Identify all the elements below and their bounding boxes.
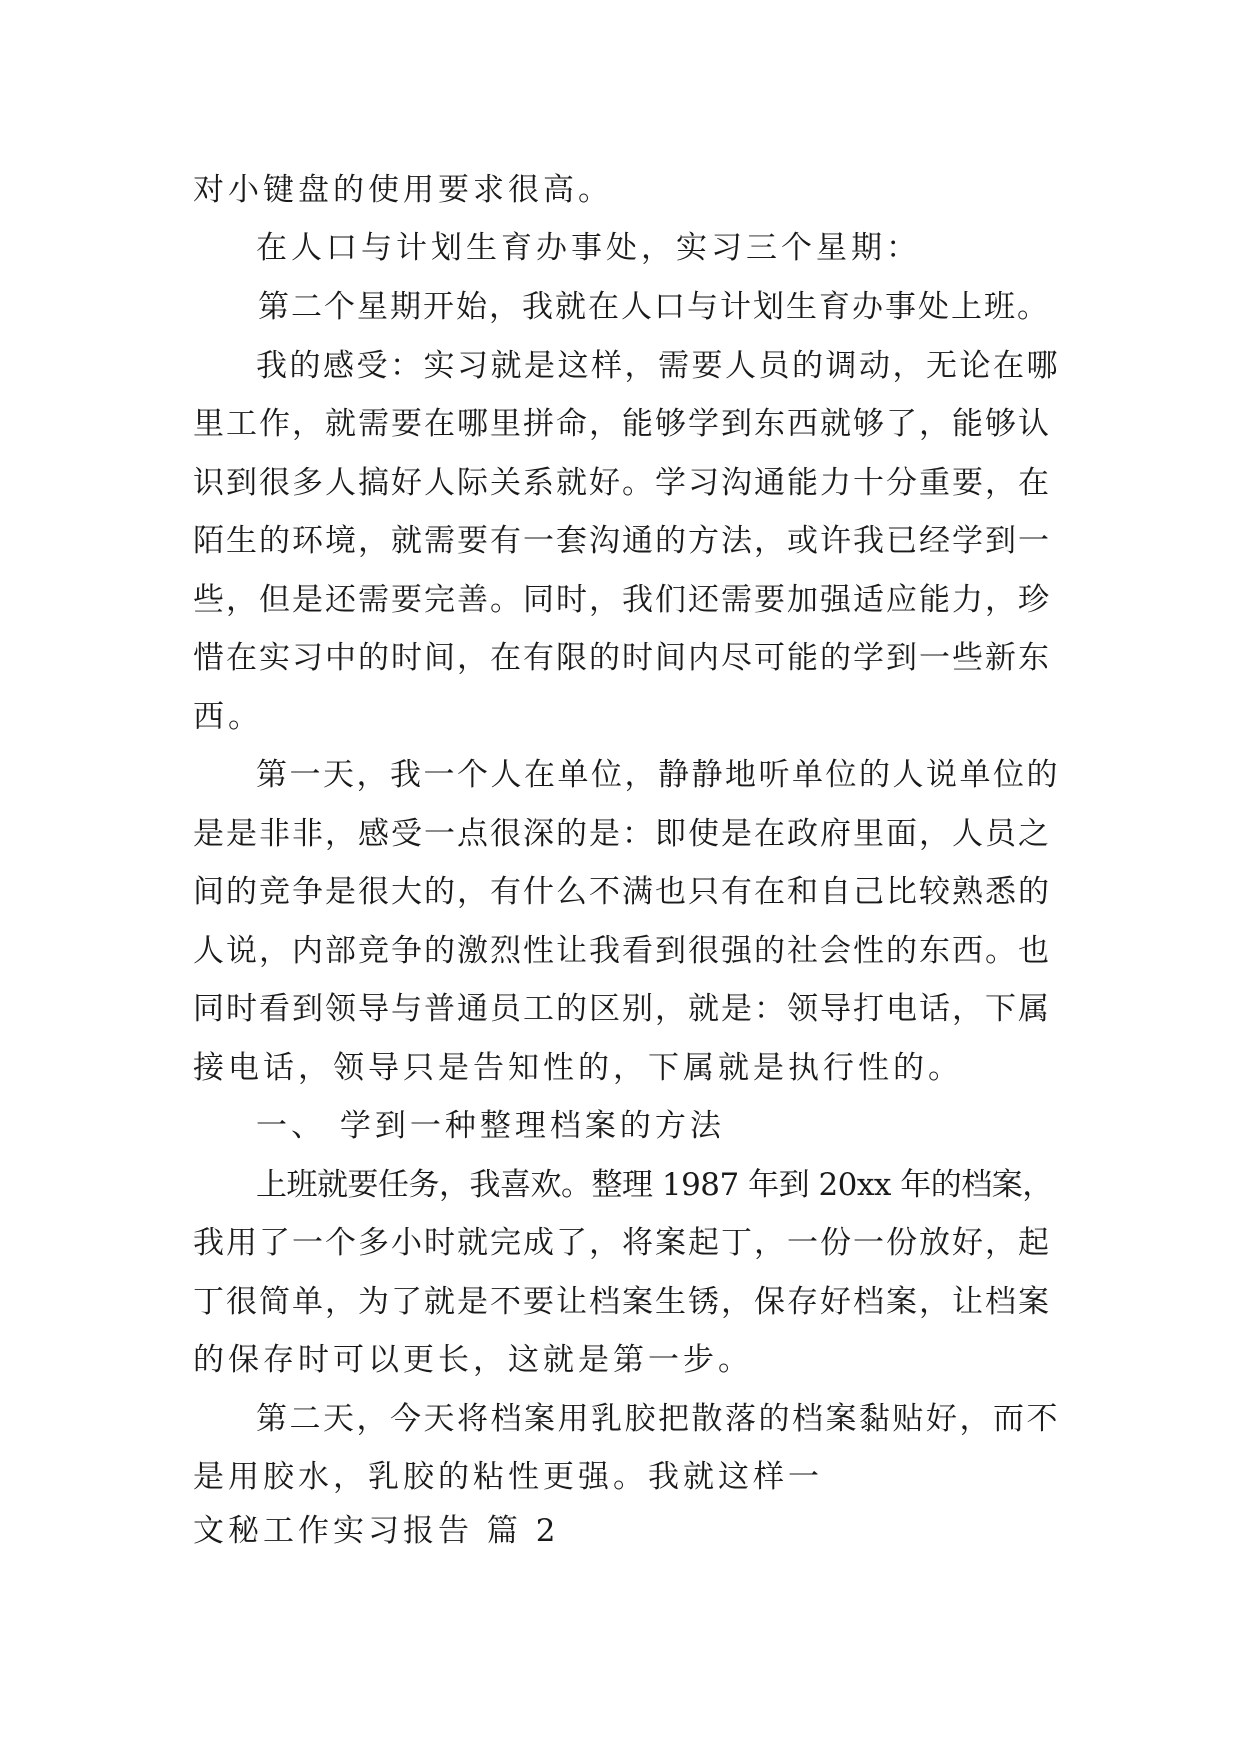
text-line: 上班就要任务，我喜欢。整理 1987 年到 20xx 年的档案， [256, 1167, 1053, 1203]
text-line: 西。 [193, 699, 263, 735]
text-line: 第一天，我一个人在单位，静静地听单位的人说单位的 [256, 757, 1060, 793]
text-line: 惜在实习中的时间，在有限的时间内尽可能的学到一些新东 [193, 640, 1051, 676]
text-line: 第二天，今天将档案用乳胶把散落的档案黏贴好，而不 [256, 1401, 1060, 1437]
text-line: 识到很多人搞好人际关系就好。学习沟通能力十分重要，在 [193, 465, 1051, 501]
text-line: 我的感受：实习就是这样，需要人员的调动，无论在哪 [256, 348, 1060, 384]
text-line: 第二个星期开始，我就在人口与计划生育办事处上班。 [258, 289, 1050, 325]
text-line: 在人口与计划生育办事处，实习三个星期： [256, 230, 921, 266]
text-line: 人说，内部竞争的激烈性让我看到很强的社会性的东西。也 [193, 933, 1051, 969]
article-title: 文秘工作实习报告 篇 2 [193, 1513, 560, 1549]
text-line: 接电话，领导只是告知性的，下属就是执行性的。 [193, 1050, 963, 1086]
text-line: 的保存时可以更长，这就是第一步。 [193, 1342, 753, 1378]
text-line: 间的竞争是很大的，有什么不满也只有在和自己比较熟悉的 [193, 874, 1051, 910]
text-line: 陌生的环境，就需要有一套沟通的方法，或许我已经学到一 [193, 523, 1051, 559]
text-line: 同时看到领导与普通员工的区别，就是：领导打电话，下属 [193, 991, 1051, 1027]
text-line: 我用了一个多小时就完成了，将案起丁，一份一份放好，起 [193, 1225, 1051, 1261]
text-line: 里工作，就需要在哪里拼命，能够学到东西就够了，能够认 [193, 406, 1051, 442]
text-line: 对小键盘的使用要求很高。 [193, 172, 613, 208]
section-heading: 一、 学到一种整理档案的方法 [256, 1108, 725, 1144]
text-line: 是是非非，感受一点很深的是：即使是在政府里面，人员之 [193, 816, 1051, 852]
text-line: 些，但是还需要完善。同时，我们还需要加强适应能力，珍 [193, 582, 1051, 618]
text-line: 丁很简单，为了就是不要让档案生锈，保存好档案，让档案 [193, 1284, 1051, 1320]
text-line: 是用胶水，乳胶的粘性更强。我就这样一 [193, 1459, 823, 1495]
